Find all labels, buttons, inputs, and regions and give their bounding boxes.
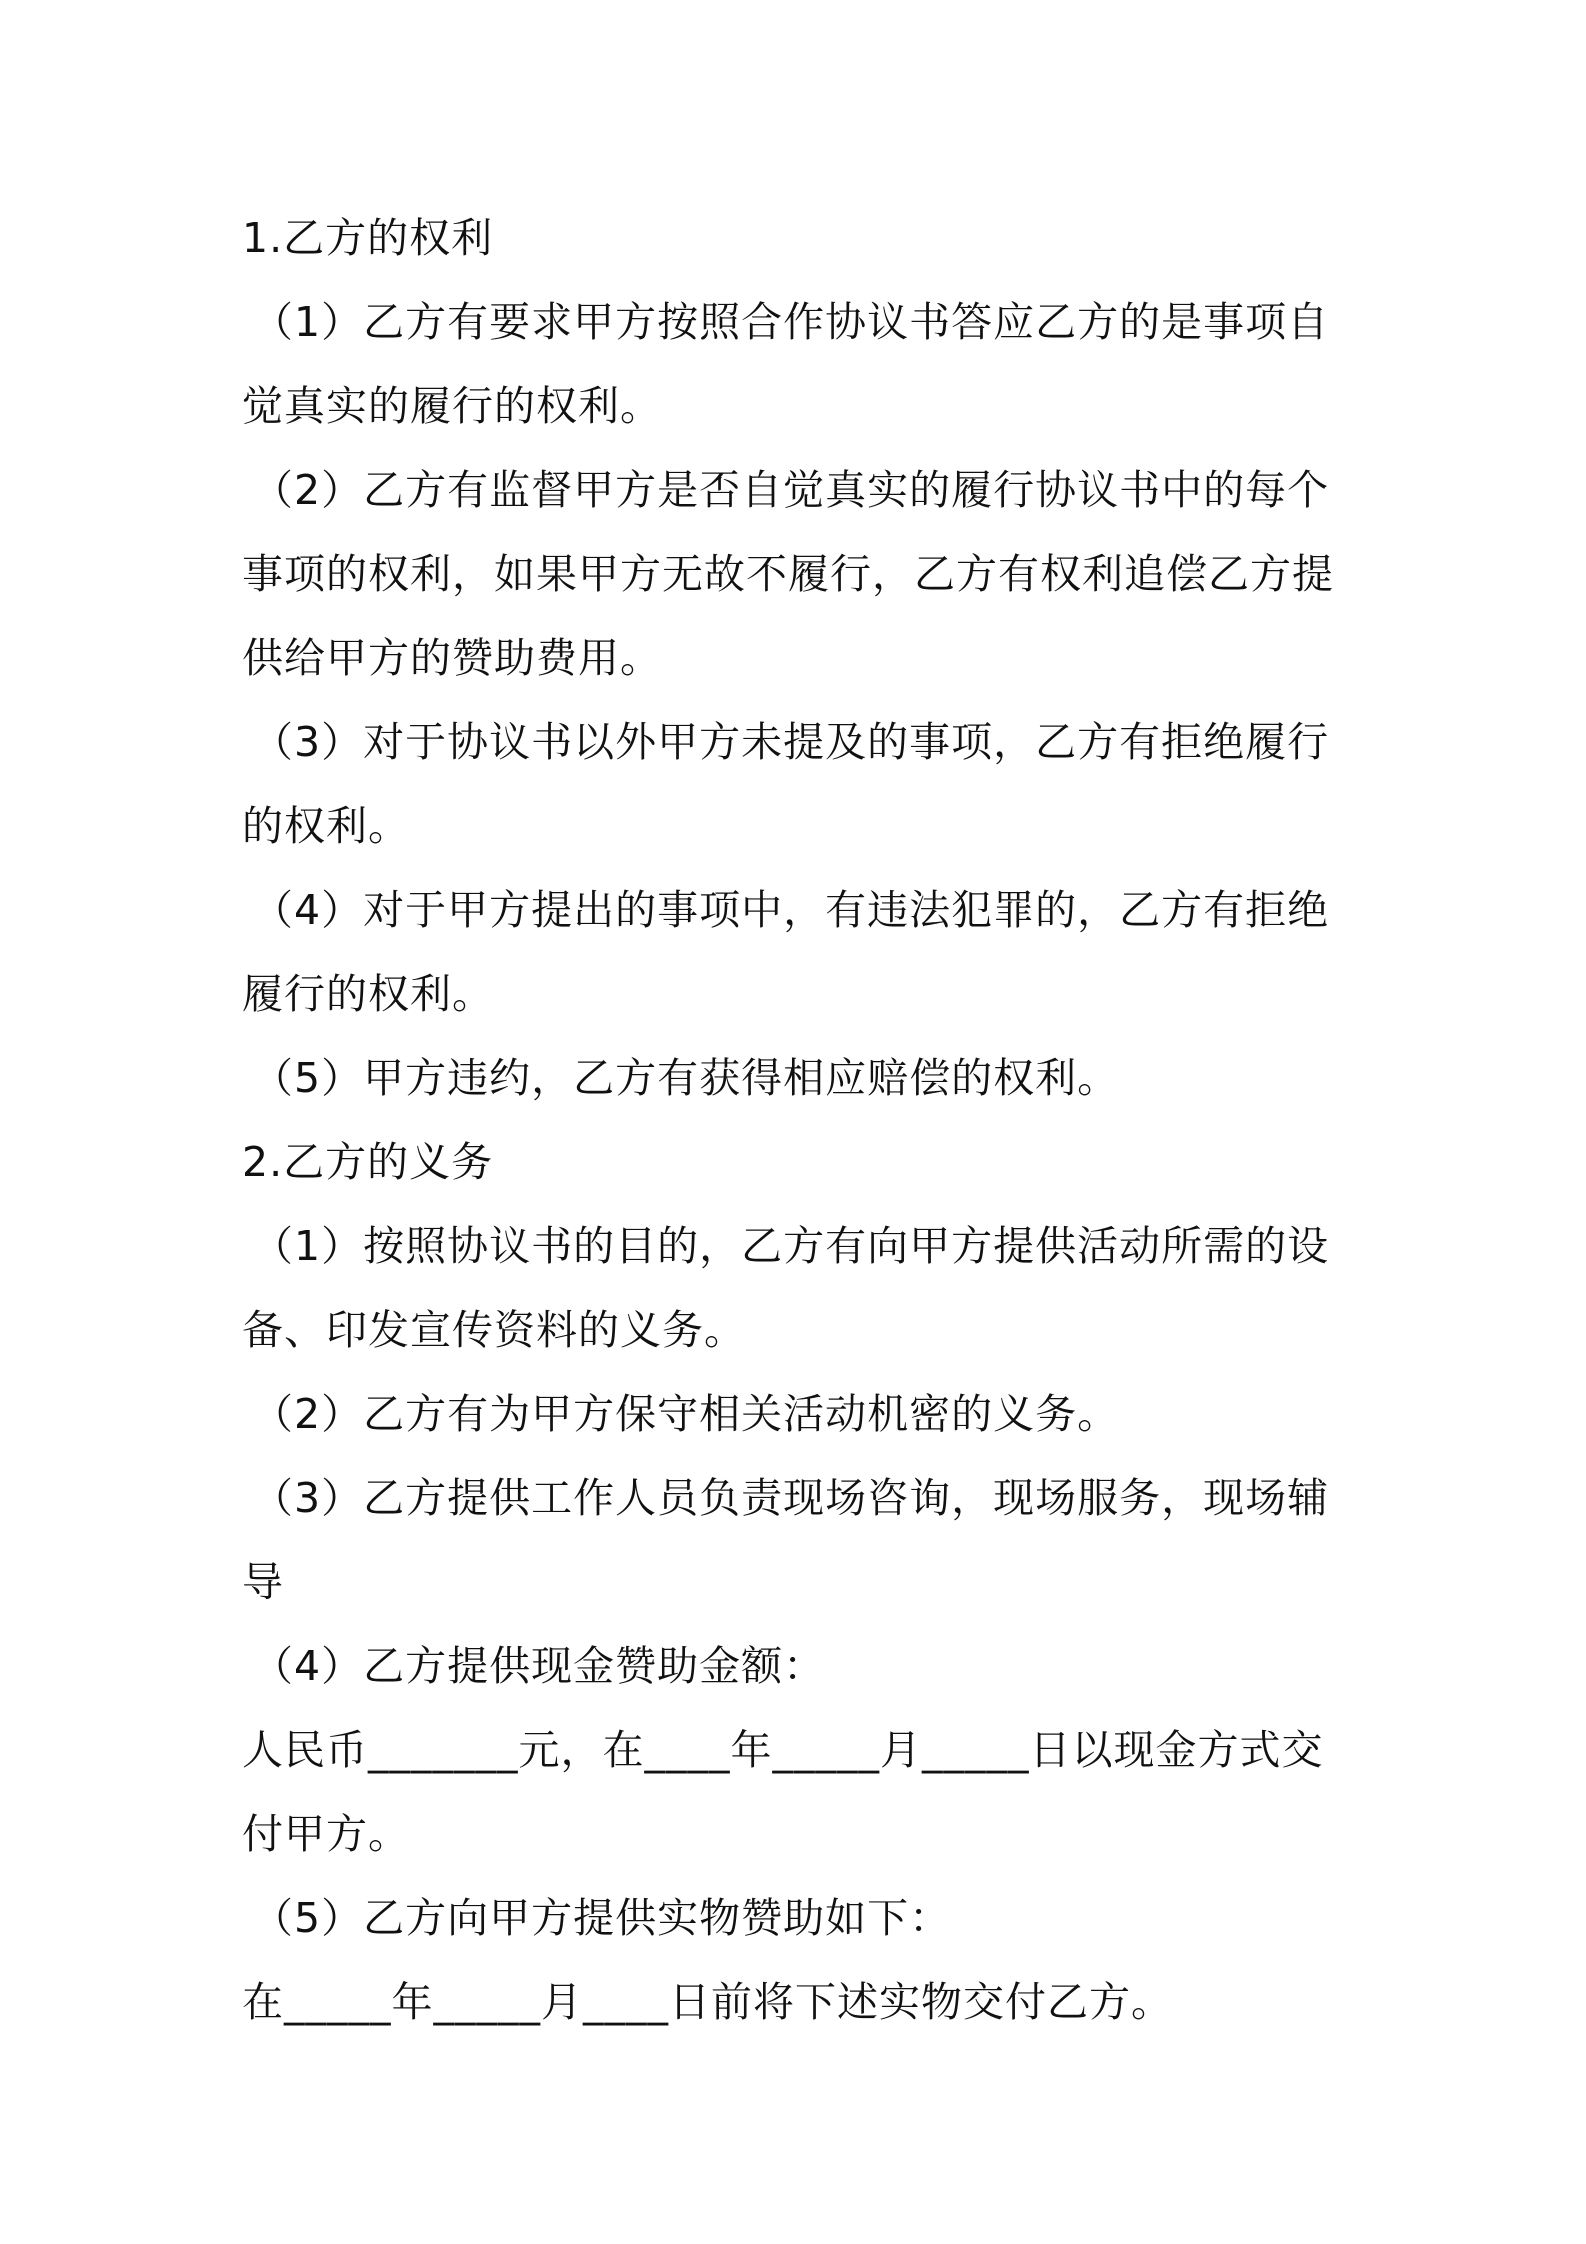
rights-item-1-line-1: （1）乙方有要求甲方按照合作协议书答应乙方的是事项自 <box>252 298 1330 346</box>
section-heading-rights: 1.乙方的权利 <box>242 214 494 262</box>
rights-item-5: （5）甲方违约，乙方有获得相应赔偿的权利。 <box>252 1054 1120 1102</box>
in-kind-delivery-line: 在_____年_____月____日前将下述实物交付乙方。 <box>242 1978 1173 2026</box>
rights-item-2-line-3: 供给甲方的赞助费用。 <box>242 634 662 682</box>
obligations-item-3-line-2: 导 <box>242 1558 284 1606</box>
obligations-item-4: （4）乙方提供现金赞助金额： <box>252 1642 826 1690</box>
document-body <box>242 196 1362 2044</box>
obligations-item-5: （5）乙方向甲方提供实物赞助如下： <box>252 1894 952 1942</box>
rights-item-1-line-2: 觉真实的履行的权利。 <box>242 382 662 430</box>
rights-item-3-line-1: （3）对于协议书以外甲方未提及的事项，乙方有拒绝履行 <box>252 718 1330 766</box>
obligations-item-2: （2）乙方有为甲方保守相关活动机密的义务。 <box>252 1390 1120 1438</box>
obligations-item-1-line-1: （1）按照协议书的目的，乙方有向甲方提供活动所需的设 <box>252 1222 1330 1270</box>
cash-amount-line-2: 付甲方。 <box>242 1810 410 1858</box>
section-heading-obligations: 2.乙方的义务 <box>242 1138 494 1186</box>
cash-amount-line-1: 人民币_______元，在____年_____月_____日以现金方式交 <box>242 1726 1324 1774</box>
rights-item-2-line-2: 事项的权利，如果甲方无故不履行，乙方有权利追偿乙方提 <box>242 550 1334 598</box>
obligations-item-3-line-1: （3）乙方提供工作人员负责现场咨询，现场服务，现场辅 <box>252 1474 1330 1522</box>
obligations-item-1-line-2: 备、印发宣传资料的义务。 <box>242 1306 746 1354</box>
rights-item-2-line-1: （2）乙方有监督甲方是否自觉真实的履行协议书中的每个 <box>252 466 1330 514</box>
rights-item-4-line-1: （4）对于甲方提出的事项中，有违法犯罪的，乙方有拒绝 <box>252 886 1330 934</box>
rights-item-4-line-2: 履行的权利。 <box>242 970 494 1018</box>
rights-item-3-line-2: 的权利。 <box>242 802 410 850</box>
